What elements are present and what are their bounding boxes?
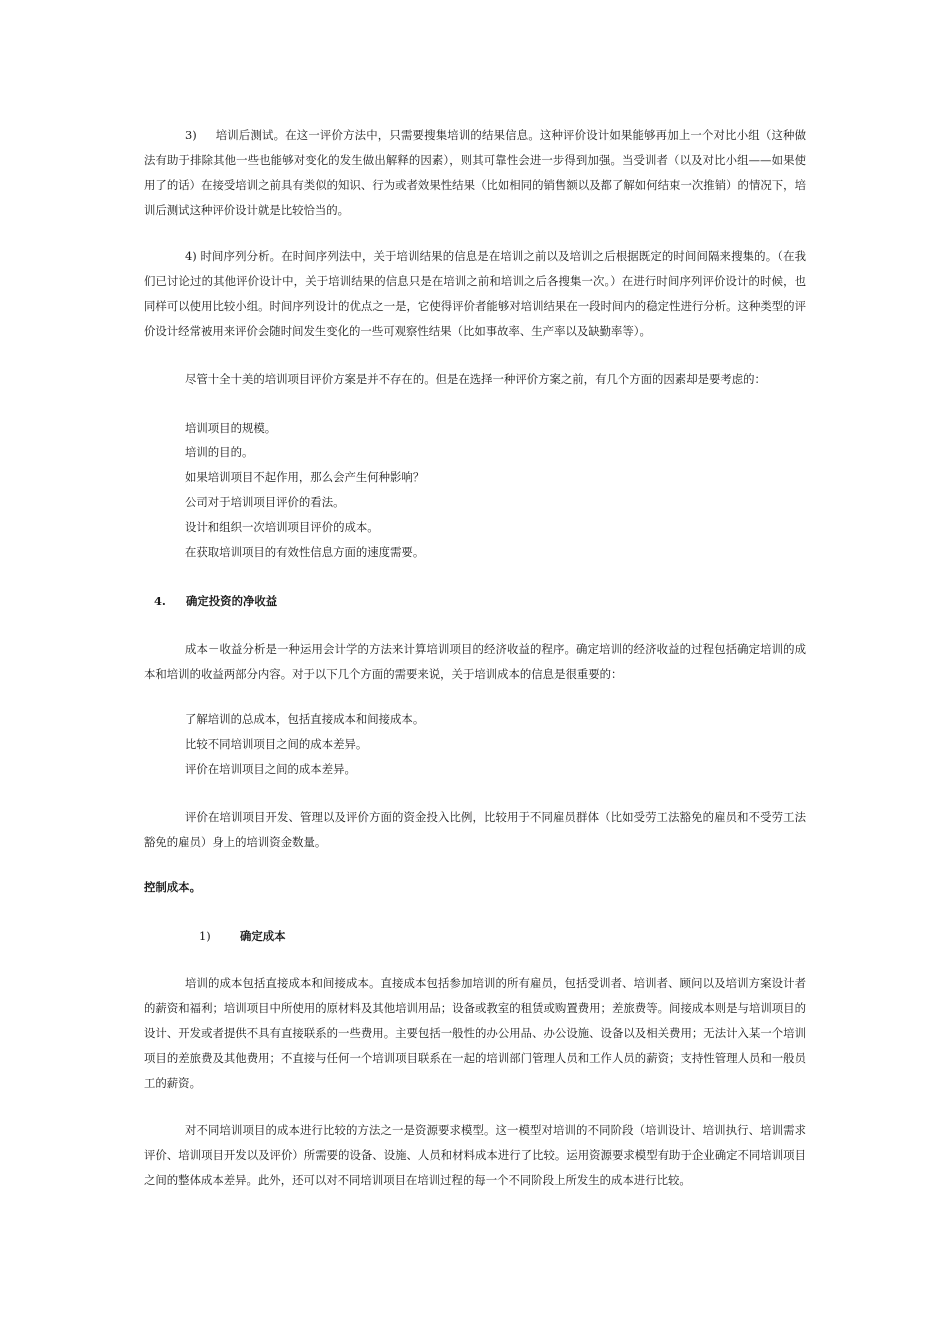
subsection-title: 确定成本 (240, 929, 286, 943)
section-number: 4. (154, 594, 166, 608)
cost-item: 评价在培训项目之间的成本差异。 (185, 762, 356, 776)
factor-item: 培训项目的规模。 (185, 421, 277, 435)
paragraph-post-training-test: 3) 培训后测试。在这一评价方法中，只需要搜集培训的结果信息。这种评价设计如果能够再加上一个对比小组（这种做法有助于排除其他一些也能够对变化的发生做出解释的因素），则其可靠性会进一步得到加强。当受训者（以及对比小组——如果使用了的话）在接受培训之前具有类似的知识、行为或者效果性结果（比如相同的销售额以及都了解如何结束一次推销）的情况下，培训后测试这种评价设计就是比较恰当的。 (144, 128, 806, 217)
factor-item: 培训的目的。 (185, 445, 254, 459)
subsection-1-heading (199, 924, 286, 949)
paragraph-time-series: 4) 时间序列分析。在时间序列法中，关于培训结果的信息是在培训之前以及培训之后根据既定的时间间隔来搜集的。（在我们已讨论过的其他评价设计中，关于培训结果的信息只是在培训之前和培训之后各搜集一次。）在进行时间序列评价设计的时候，也同样可以使用比较小组。时间序列设计的优点之一是，它使得评价者能够对培训结果在一段时间内的稳定性进行分析。这种类型的评价设计经常被用来评价会随时间发生变化的一些可观察性结果（比如事故率、生产率以及缺勤率等）。 (144, 249, 806, 338)
paragraph-training-costs: 培训的成本包括直接成本和间接成本。直接成本包括参加培训的所有雇员，包括受训者、培训者、顾问以及培训方案设计者的薪资和福利；培训项目中所使用的原材料及其他培训用品；设备或教室的租赁或购置费用；差旅费等。间接成本则是与培训项目的设计、开发或者提供不具有直接联系的一些费用。主要包括一般性的办公用品、办公设施、设备以及相关费用；无法计入某一个培训项目的差旅费及其他费用；不直接与任何一个培训项目联系在一起的培训部门管理人员和工作人员的薪资；支持性管理人员和一般员工的薪资。 (144, 976, 806, 1090)
cost-item: 比较不同培训项目之间的成本差异。 (185, 737, 368, 751)
section-title: 确定投资的净收益 (186, 594, 278, 608)
paragraph-factors-intro: 尽管十全十美的培训项目评价方案是并不存在的。但是在选择一种评价方案之前，有几个方面的因素却是要考虑的： (185, 372, 766, 386)
paragraph-capital-ratio: 评价在培训项目开发、管理以及评价方面的资金投入比例，比较用于不同雇员群体（比如受劳工法豁免的雇员和不受劳工法豁免的雇员）身上的培训资金数量。 (144, 810, 806, 849)
control-cost-heading: 控制成本。 (144, 880, 201, 894)
factor-item: 设计和组织一次培训项目评价的成本。 (185, 520, 379, 534)
factor-item: 如果培训项目不起作用，那么会产生何种影响？ (185, 470, 425, 484)
paragraph-cost-benefit: 成本－收益分析是一种运用会计学的方法来计算培训项目的经济收益的程序。确定培训的经济收益的过程包括确定培训的成本和培训的收益两部分内容。对于以下几个方面的需要来说，关于培训成本的信息是很重要的： (144, 642, 806, 681)
section-4-heading (154, 589, 277, 614)
factor-item: 在获取培训项目的有效性信息方面的速度需要。 (185, 545, 425, 559)
subsection-number: 1) (199, 929, 211, 943)
cost-item: 了解培训的总成本，包括直接成本和间接成本。 (185, 712, 425, 726)
factor-item: 公司对于培训项目评价的看法。 (185, 495, 345, 509)
paragraph-resource-model: 对不同培训项目的成本进行比较的方法之一是资源要求模型。这一模型对培训的不同阶段（培训设计、培训执行、培训需求评价、培训项目开发以及评价）所需要的设备、设施、人员和材料成本进行了比较。运用资源要求模型有助于企业确定不同培训项目之间的整体成本差异。此外，还可以对不同培训项目在培训过程的每一个不同阶段上所发生的成本进行比较。 (144, 1123, 806, 1187)
